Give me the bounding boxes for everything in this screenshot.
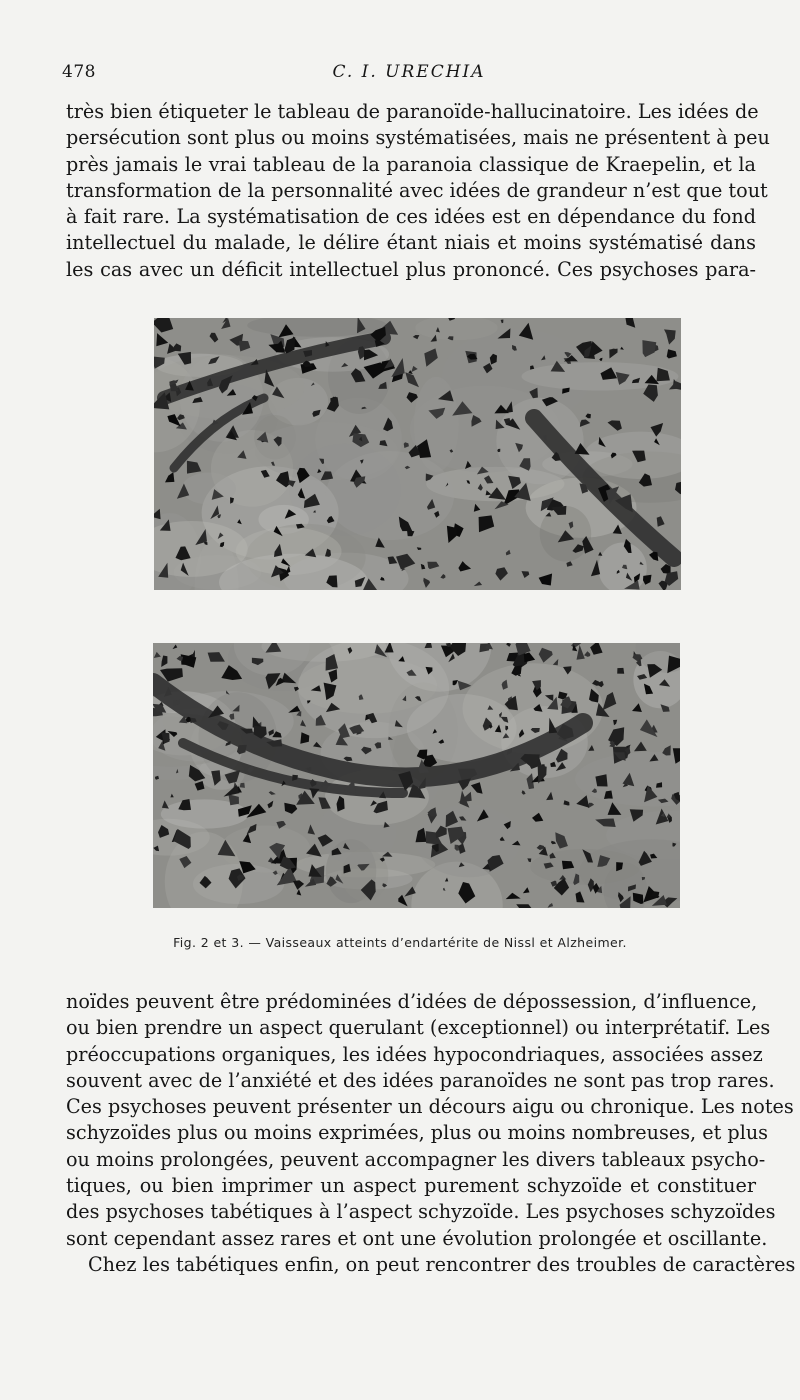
text-line: à fait rare. La systématisation de ces idées est en dépendance du fond <box>66 205 756 229</box>
page-header <box>62 62 756 86</box>
micrograph-figure-2 <box>154 318 681 590</box>
text-line: schyzoïdes plus ou moins exprimées, plus ou moins nombreuses, et plus <box>66 1121 769 1145</box>
micrograph-figure-3 <box>153 643 680 908</box>
text-line: noïdes peuvent être prédominées d’idées de dépossession, d’influence, <box>66 990 758 1013</box>
text-line: intellectuel du malade, le délire étant niais et moins systématisé dans <box>66 231 756 255</box>
text-line: Ces psychoses peuvent présenter un décours aigu ou chronique. Les notes <box>66 1095 794 1119</box>
text-line: ou moins prolongées, peuvent accompagner les divers tableaux psycho- <box>66 1147 766 1171</box>
text-line: transformation de la personnalité avec idées de grandeur n’est que tout <box>66 178 768 202</box>
text-line: ou bien prendre un aspect querulant (exceptionnel) ou interprétatif. Les <box>66 1016 771 1040</box>
text-line: souvent avec de l’anxiété et des idées paranoïdes ne sont pas trop rares. <box>66 1068 775 1092</box>
text-line: des psychoses tabétiques à l’aspect schyzoïde. Les psychoses schyzoïdes <box>66 1200 776 1224</box>
text-line: tiques, ou bien imprimer un aspect purement schyzoïde et constituer <box>66 1174 756 1198</box>
text-line: préoccupations organiques, les idées hypocondriaques, associées assez <box>66 1042 763 1066</box>
page-number: 478 <box>62 62 96 82</box>
text-line: sont cependant assez rares et ont une évolution prolongée et oscillante. <box>66 1226 768 1250</box>
text-line: persécution sont plus ou moins systématisées, mais ne présentent à peu <box>66 126 770 150</box>
micrograph-image <box>153 643 680 908</box>
text-line: très bien étiqueter le tableau de paranoïde-hallucinatoire. Les idées de <box>66 100 759 123</box>
text-line: Chez les tabétiques enfin, on peut rencontrer des troubles de caractères <box>88 1252 796 1276</box>
figure-caption: Fig. 2 et 3. — Vaisseaux atteints d’endartérite de Nissl et Alzheimer. <box>173 935 627 950</box>
bottom-paragraph <box>66 989 796 1278</box>
running-head: C. I. URECHIA <box>332 62 486 82</box>
text-line: les cas avec un déficit intellectuel plus prononcé. Ces psychoses para- <box>66 257 756 281</box>
micrograph-image <box>154 318 681 590</box>
text-line: près jamais le vrai tableau de la paranoia classique de Kraepelin, et la <box>66 152 756 176</box>
top-paragraph <box>66 99 770 283</box>
